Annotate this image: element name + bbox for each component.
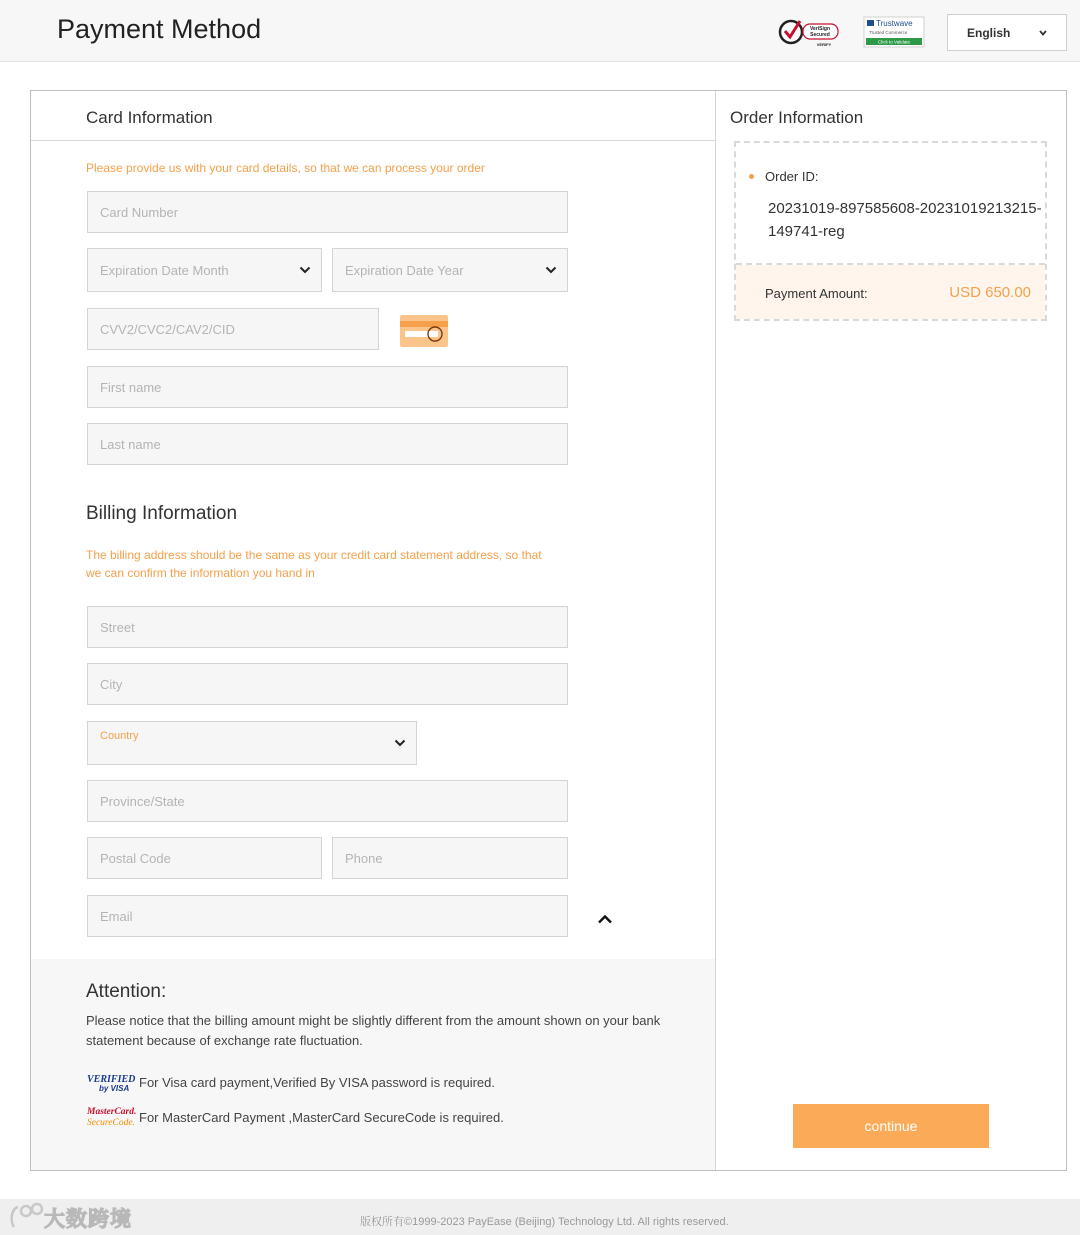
verified-by-visa-logo <box>86 1071 136 1093</box>
top-bar <box>0 0 1080 62</box>
svg-text:MasterCard.: MasterCard. <box>87 1107 137 1117</box>
card-information-header <box>31 91 716 141</box>
attention-text: Please notice that the billing amount might be slightly different from the amount shown on your bank statement because of exchange rate fluctuation. <box>86 1013 661 1048</box>
phone-input[interactable]: Phone <box>332 837 568 879</box>
svg-text:Trusted Commerce: Trusted Commerce <box>869 30 908 35</box>
page-title: Payment Method <box>57 14 262 44</box>
mastercard-securecode-logo <box>86 1103 137 1129</box>
payment-amount-label: Payment Amount: <box>765 286 868 301</box>
trustwave-badge[interactable] <box>864 17 924 47</box>
copyright-text: 版权所有©1999-2023 PayEase (Beijing) Technology Ltd. All rights reserved. <box>360 1216 729 1228</box>
country-label: Country <box>100 730 139 742</box>
verisign-secured-badge[interactable] <box>778 15 840 47</box>
order-id-label: Order ID: <box>765 169 819 184</box>
billing-hint-line2: we can confirm the information you hand in <box>86 566 315 580</box>
order-information-title: Order Information <box>730 108 864 127</box>
payment-panel <box>30 90 1067 1171</box>
watermark-logo-icon <box>8 1201 44 1231</box>
chevron-down-icon <box>1038 28 1048 38</box>
city-input[interactable]: City <box>87 663 568 705</box>
continue-button[interactable]: continue <box>793 1104 989 1148</box>
bullet-icon <box>749 174 754 179</box>
last-name-input[interactable]: Last name <box>87 423 568 465</box>
email-input[interactable]: Email <box>87 895 568 937</box>
scroll-to-top-icon[interactable] <box>597 913 613 925</box>
card-information-title: Card Information <box>86 108 213 127</box>
postal-code-input[interactable]: Postal Code <box>87 837 322 879</box>
svg-text:SecureCode.: SecureCode. <box>87 1118 135 1128</box>
svg-text:Secured: Secured <box>810 32 830 38</box>
country-select[interactable] <box>87 721 417 765</box>
first-name-input[interactable]: First name <box>87 366 568 408</box>
street-input[interactable]: Street <box>87 606 568 648</box>
watermark-text: 大数跨境 <box>44 1208 132 1231</box>
expiration-year-select[interactable] <box>332 248 568 292</box>
chevron-down-icon <box>545 265 557 275</box>
order-id-value: 20231019-897585608-20231019213215-149741-reg <box>768 200 1042 240</box>
mastercard-requirement-text: For MasterCard Payment ,MasterCard SecureCode is required. <box>139 1110 504 1125</box>
language-value: English <box>967 26 1011 40</box>
attention-title: Attention: <box>86 981 167 1002</box>
footer <box>0 1199 1080 1235</box>
order-summary-box <box>734 141 1047 321</box>
svg-text:VeriSign: VeriSign <box>809 26 831 32</box>
cvv-card-icon <box>400 315 448 347</box>
visa-requirement-text: For Visa card payment,Verified By VISA password is required. <box>139 1075 495 1090</box>
cvv-input[interactable]: CVV2/CVC2/CAV2/CID <box>87 308 379 350</box>
svg-text:VERIFY: VERIFY <box>816 42 832 47</box>
payment-amount-row <box>736 265 1045 319</box>
payment-amount-value: USD 650.00 <box>949 284 1031 301</box>
billing-hint-line1: The billing address should be the same as your credit card statement address, so that <box>86 548 542 562</box>
order-id-area <box>736 143 1045 265</box>
attention-section <box>31 959 715 1170</box>
card-hint: Please provide us with your card details, so that we can process your order <box>86 161 485 175</box>
card-billing-column <box>31 91 716 1170</box>
svg-text:by VISA: by VISA <box>99 1084 130 1093</box>
expiration-year-placeholder: Expiration Date Year <box>345 263 464 278</box>
svg-text:VERIFIED: VERIFIED <box>87 1074 136 1085</box>
chevron-down-icon <box>299 265 311 275</box>
billing-information-title: Billing Information <box>86 503 238 524</box>
expiration-month-placeholder: Expiration Date Month <box>100 263 229 278</box>
svg-text:Click to Validate: Click to Validate <box>878 39 910 45</box>
svg-text:Trustwave: Trustwave <box>876 19 913 28</box>
expiration-month-select[interactable] <box>87 248 322 292</box>
chevron-down-icon <box>394 738 406 748</box>
language-select[interactable] <box>947 14 1067 51</box>
province-state-input[interactable]: Province/State <box>87 780 568 822</box>
card-number-input[interactable]: Card Number <box>87 191 568 233</box>
